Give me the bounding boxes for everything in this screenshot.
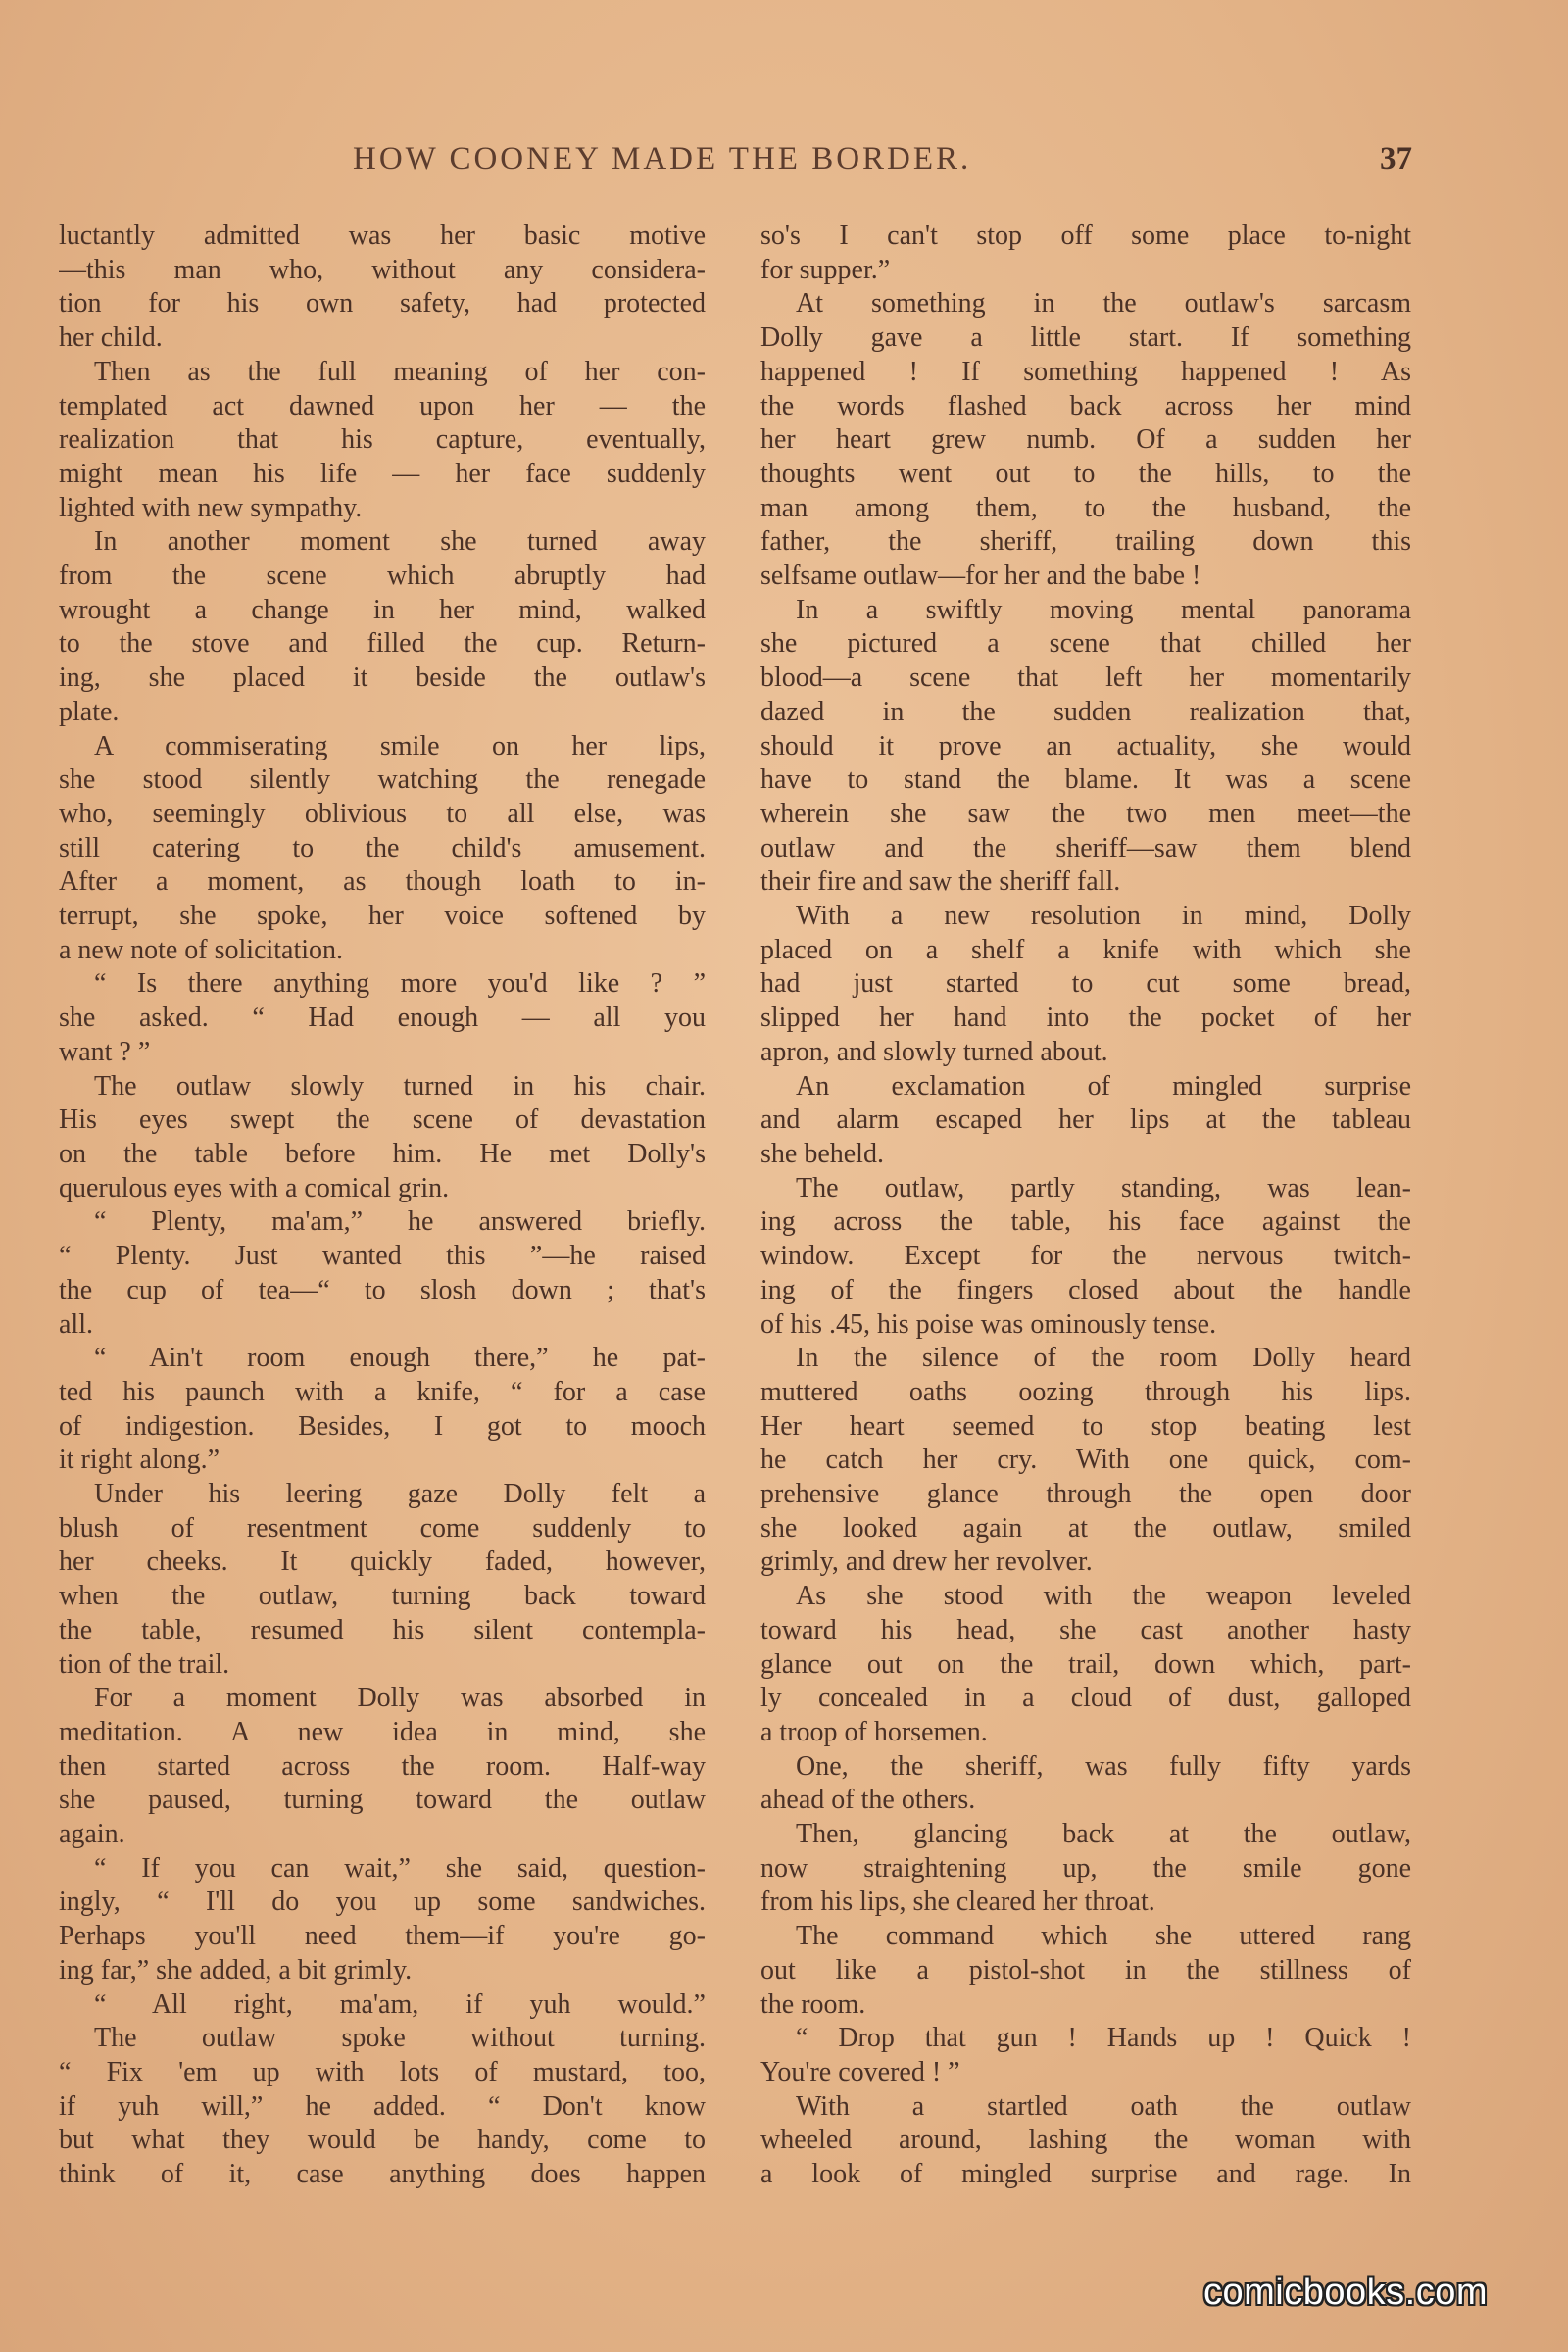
text-line: ing far,” she added, a bit grimly. [59, 1954, 413, 1985]
text-line: from his lips, she cleared her throat. [760, 1886, 1155, 1918]
text-line: she pictured a scene that chilled her [760, 628, 1411, 660]
text-line: her heart grew numb. Of a sudden her [760, 424, 1411, 456]
text-line: she beheld. [760, 1138, 884, 1169]
running-head: HOW COONEY MADE THE BORDER. [353, 141, 972, 176]
text-line: and alarm escaped her lips at the tableau [760, 1104, 1411, 1136]
text-line: At something in the outlaw's sarcasm [796, 288, 1411, 319]
right-column [760, 220, 1411, 2192]
text-line: wherein she saw the two men meet—the [760, 798, 1411, 829]
text-line: Her heart seemed to stop beating lest [760, 1410, 1411, 1442]
text-line: on the table before him. He met Dolly's [59, 1138, 706, 1169]
text-line: dazed in the sudden realization that, [760, 696, 1411, 727]
text-line: if yuh will,” he added. “ Don't know [59, 2090, 706, 2122]
text-line: grimly, and drew her revolver. [760, 1546, 1093, 1578]
text-line: “ Plenty. Just wanted this ”—he raised [59, 1241, 706, 1272]
text-line: terrupt, she spoke, her voice softened by [59, 901, 706, 932]
text-line: the table, resumed his silent contempla- [59, 1614, 706, 1645]
text-line: blood—a scene that left her momentarily [760, 662, 1411, 694]
text-line: “ All right, ma'am, if yuh would.” [94, 1988, 706, 2020]
text-line: Under his leering gaze Dolly felt a [94, 1479, 706, 1510]
text-line: A commiserating smile on her lips, [94, 730, 706, 761]
text-line: With a new resolution in mind, Dolly [796, 901, 1411, 932]
text-line: After a moment, as though loath to in- [59, 866, 706, 898]
text-line: who, seemingly oblivious to all else, was [59, 798, 706, 829]
text-line: ted his paunch with a knife, “ for a case [59, 1376, 706, 1407]
text-line: she paused, turning toward the outlaw [59, 1785, 706, 1816]
text-line: Then, glancing back at the outlaw, [796, 1819, 1411, 1850]
text-line: tion for his own safety, had protected [59, 288, 706, 319]
text-line: With a startled oath the outlaw [796, 2090, 1411, 2122]
text-line: In another moment she turned away [94, 526, 706, 558]
text-line: the words flashed back across her mind [760, 390, 1411, 421]
text-line: a look of mingled surprise and rage. In [760, 2159, 1411, 2190]
text-line: she stood silently watching the renegade [59, 764, 706, 796]
text-line: window. Except for the nervous twitch- [760, 1241, 1411, 1272]
text-line: still catering to the child's amusement. [59, 832, 706, 863]
text-line: His eyes swept the scene of devastation [59, 1104, 706, 1136]
text-line: lighted with new sympathy. [59, 492, 363, 523]
text-line: wrought a change in her mind, walked [59, 594, 706, 625]
text-line: glance out on the trail, down which, part- [760, 1648, 1411, 1680]
text-line: all. [59, 1308, 93, 1340]
text-line: her child. [59, 322, 163, 354]
text-line: blush of resentment come suddenly to [59, 1512, 706, 1544]
text-line: ahead of the others. [760, 1785, 976, 1816]
text-line: had just started to cut some bread, [760, 968, 1411, 1000]
text-line: selfsame outlaw—for her and the babe ! [760, 561, 1201, 592]
text-line: for supper.” [760, 254, 891, 285]
text-line: it right along.” [59, 1445, 220, 1476]
text-line: outlaw and the sheriff—saw them blend [760, 832, 1411, 863]
text-line: but what they would be handy, come to [59, 2125, 706, 2156]
text-line: An exclamation of mingled surprise [796, 1070, 1411, 1102]
text-line: the room. [760, 1988, 866, 2020]
text-line: ing, she placed it beside the outlaw's [59, 662, 706, 694]
text-line: “ Is there anything more you'd like ? ” [94, 968, 706, 1000]
watermark: comicbooks.com [1203, 2272, 1488, 2313]
text-line: of his .45, his poise was ominously tense. [760, 1308, 1217, 1340]
text-line: she looked again at the outlaw, smiled [760, 1512, 1411, 1544]
text-line: prehensive glance through the open door [760, 1479, 1411, 1510]
text-line: “ Fix 'em up with lots of mustard, too, [59, 2056, 706, 2087]
text-line: have to stand the blame. It was a scene [760, 764, 1411, 796]
text-line: thoughts went out to the hills, to the [760, 458, 1411, 489]
text-line: In a swiftly moving mental panorama [796, 594, 1411, 625]
text-line: realization that his capture, eventually, [59, 424, 706, 456]
text-line: For a moment Dolly was absorbed in [94, 1683, 706, 1714]
text-line: meditation. A new idea in mind, she [59, 1716, 706, 1747]
text-line: then started across the room. Half-way [59, 1750, 706, 1782]
text-line: apron, and slowly turned about. [760, 1036, 1108, 1067]
text-line: Then as the full meaning of her con- [94, 356, 706, 387]
text-line: Dolly gave a little start. If something [760, 322, 1411, 354]
text-line: plate. [59, 696, 120, 727]
text-line: now straightening up, the smile gone [760, 1852, 1411, 1884]
text-line: The outlaw spoke without turning. [94, 2023, 706, 2054]
text-line: ing across the table, his face against the [760, 1206, 1411, 1238]
text-line: the cup of tea—“ to slosh down ; that's [59, 1274, 706, 1305]
page-header [0, 141, 1568, 190]
text-line: luctantly admitted was her basic motive [59, 220, 706, 251]
text-line: she asked. “ Had enough — all you [59, 1003, 706, 1034]
text-line: templated act dawned upon her — the [59, 390, 706, 421]
text-line: ly concealed in a cloud of dust, galloped [760, 1683, 1411, 1714]
text-line: want ? ” [59, 1036, 151, 1067]
text-line: The command which she uttered rang [796, 1921, 1411, 1952]
text-line: a troop of horsemen. [760, 1716, 988, 1747]
text-line: father, the sheriff, trailing down this [760, 526, 1411, 558]
text-line: querulous eyes with a comical grin. [59, 1172, 450, 1203]
text-line: “ Drop that gun ! Hands up ! Quick ! [796, 2023, 1411, 2054]
text-line: In the silence of the room Dolly heard [796, 1343, 1411, 1374]
text-line: he catch her cry. With one quick, com- [760, 1445, 1411, 1476]
text-line: muttered oaths oozing through his lips. [760, 1376, 1411, 1407]
text-line: ing of the fingers closed about the handle [760, 1274, 1411, 1305]
text-line: man among them, to the husband, the [760, 492, 1411, 523]
page-number: 37 [1380, 141, 1412, 176]
text-line: —this man who, without any considera- [59, 254, 706, 285]
text-line: so's I can't stop off some place to-night [760, 220, 1411, 251]
text-line: One, the sheriff, was fully fifty yards [796, 1750, 1411, 1782]
text-line: should it prove an actuality, she would [760, 730, 1411, 761]
text-line: “ If you can wait,” she said, question- [94, 1852, 706, 1884]
text-line: As she stood with the weapon leveled [796, 1581, 1411, 1612]
text-line: might mean his life — her face suddenly [59, 458, 706, 489]
text-line: of indigestion. Besides, I got to mooch [59, 1410, 706, 1442]
text-line: “ Plenty, ma'am,” he answered briefly. [94, 1206, 706, 1238]
text-line: You're covered ! ” [760, 2056, 960, 2087]
text-line: placed on a shelf a knife with which she [760, 934, 1411, 965]
text-line: toward his head, she cast another hasty [760, 1614, 1411, 1645]
text-line: her cheeks. It quickly faded, however, [59, 1546, 706, 1578]
text-line: Perhaps you'll need them—if you're go- [59, 1921, 706, 1952]
text-line: tion of the trail. [59, 1648, 230, 1680]
text-line: The outlaw slowly turned in his chair. [94, 1070, 706, 1102]
text-line: The outlaw, partly standing, was lean- [796, 1172, 1411, 1203]
text-line: ingly, “ I'll do you up some sandwiches. [59, 1886, 706, 1918]
text-line: their fire and saw the sheriff fall. [760, 866, 1121, 898]
text-line: happened ! If something happened ! As [760, 356, 1411, 387]
text-line: when the outlaw, turning back toward [59, 1581, 706, 1612]
text-line: “ Ain't room enough there,” he pat- [94, 1343, 706, 1374]
text-line: wheeled around, lashing the woman with [760, 2125, 1411, 2156]
text-line: slipped her hand into the pocket of her [760, 1003, 1411, 1034]
text-line: out like a pistol-shot in the stillness of [760, 1954, 1411, 1985]
text-line: from the scene which abruptly had [59, 561, 706, 592]
text-line: to the stove and filled the cup. Return- [59, 628, 706, 660]
text-line: think of it, case anything does happen [59, 2159, 706, 2190]
text-line: a new note of solicitation. [59, 934, 344, 965]
left-column [59, 220, 706, 2192]
text-line: again. [59, 1819, 125, 1850]
